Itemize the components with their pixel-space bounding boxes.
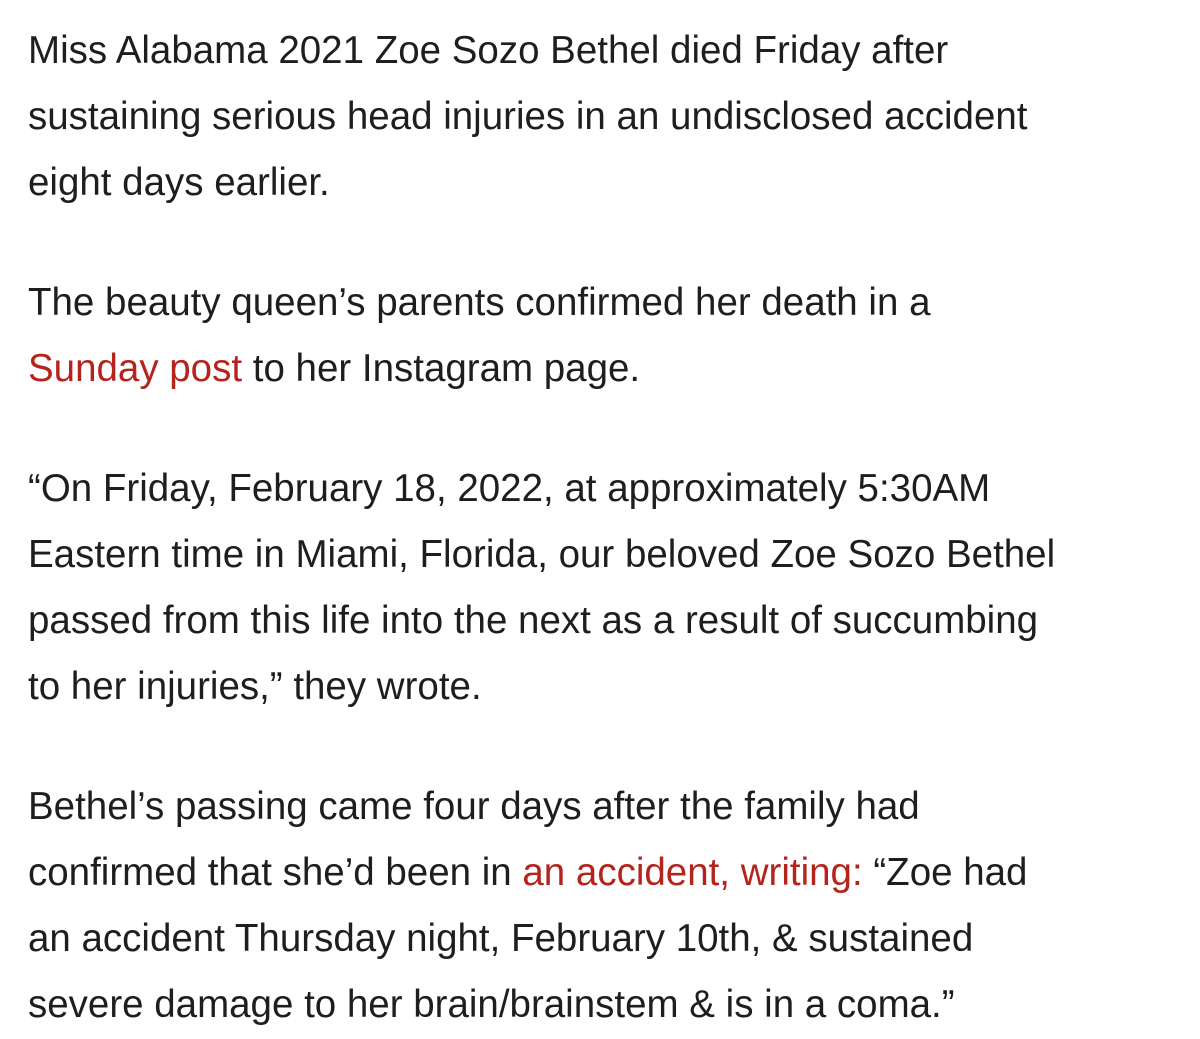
paragraph-2 — [28, 270, 1180, 402]
text-segment: to her Instagram page. — [242, 347, 641, 390]
sunday-post-link[interactable]: Sunday post — [28, 347, 243, 390]
text-line: eight days earlier. — [28, 161, 330, 204]
text-line: an accident Thursday night, February 10th, & sustained — [28, 917, 974, 960]
text-line-with-link — [28, 336, 1180, 402]
text-line: Miss Alabama 2021 Zoe Sozo Bethel died Friday after — [28, 29, 949, 72]
paragraph-4 — [28, 774, 1180, 1038]
text-line: severe damage to her brain/brainstem & is in a coma.” — [28, 983, 955, 1026]
text-segment: confirmed that she’d been in — [28, 851, 523, 894]
text-line: passed from this life into the next as a result of succumbing — [28, 599, 1039, 642]
accident-writing-link[interactable]: an accident, writing: — [522, 851, 863, 894]
text-line: The beauty queen’s parents confirmed her death in a — [28, 281, 931, 324]
text-line: Eastern time in Miami, Florida, our beloved Zoe Sozo Bethel — [28, 533, 1056, 576]
text-line-with-link — [28, 840, 1180, 906]
paragraph-3 — [28, 456, 1180, 720]
text-line: “On Friday, February 18, 2022, at approximately 5:30AM — [28, 467, 991, 510]
paragraph-1 — [28, 18, 1180, 216]
text-segment: “Zoe had — [862, 851, 1028, 894]
text-line: to her injuries,” they wrote. — [28, 665, 482, 708]
text-line: Bethel’s passing came four days after the family had — [28, 785, 920, 828]
text-line: sustaining serious head injuries in an undisclosed accident — [28, 95, 1028, 138]
